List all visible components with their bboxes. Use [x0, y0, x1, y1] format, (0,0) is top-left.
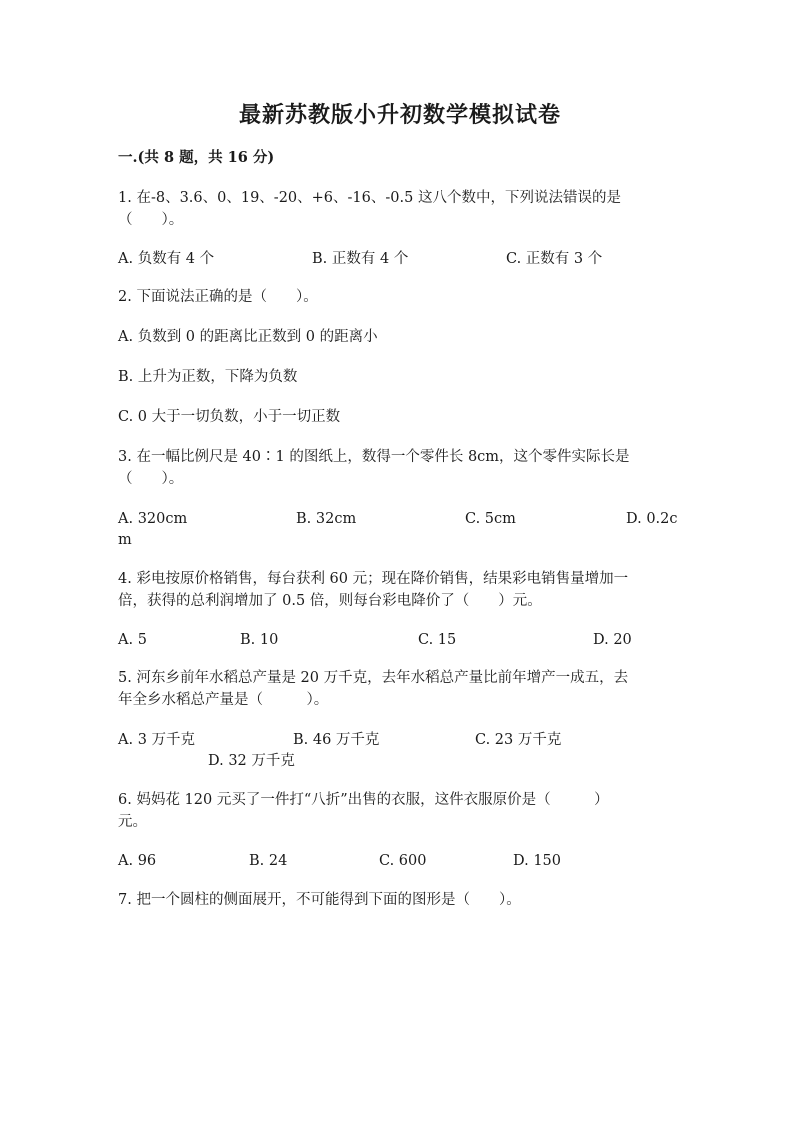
question-3-option-c: C. 5cm	[465, 511, 516, 527]
question-3-option-d: D. 0.2c	[626, 511, 678, 527]
section-heading: 一.(共 8 题，共 16 分)	[118, 149, 275, 166]
question-2-option-a: A. 负数到 0 的距离比正数到 0 的距离小	[118, 329, 378, 345]
question-5-line-1: 5. 河东乡前年水稻总产量是 20 万千克，去年水稻总产量比前年增产一成五，去	[118, 670, 629, 686]
question-2-line-1: 2. 下面说法正确的是（ ）。	[118, 289, 318, 305]
question-6-option-b: B. 24	[249, 853, 288, 869]
question-4-line-2: 倍，获得的总利润增加了 0.5 倍，则每台彩电降价了（ ）元。	[118, 593, 542, 609]
question-3-option-d-wrap: m	[118, 532, 132, 548]
question-5-option-c: C. 23 万千克	[475, 732, 562, 748]
question-6-option-a: A. 96	[118, 853, 157, 869]
question-7-line-1: 7. 把一个圆柱的侧面展开，不可能得到下面的图形是（ ）。	[118, 892, 521, 908]
question-5-option-a: A. 3 万千克	[118, 732, 196, 748]
question-2-option-c: C. 0 大于一切负数，小于一切正数	[118, 409, 341, 425]
question-4-option-c: C. 15	[418, 632, 457, 648]
question-1-option-c: C. 正数有 3 个	[506, 251, 603, 267]
question-3-option-b: B. 32cm	[296, 511, 357, 527]
question-5-option-b: B. 46 万千克	[293, 732, 380, 748]
question-1-line-2: （ ）。	[118, 212, 184, 228]
question-5-option-d: D. 32 万千克	[208, 753, 295, 769]
question-4-option-b: B. 10	[240, 632, 279, 648]
question-6-option-c: C. 600	[379, 853, 427, 869]
question-6-line-1: 6. 妈妈花 120 元买了一件打“八折”出售的衣服，这件衣服原价是（ ）	[118, 792, 609, 808]
question-3-line-2: （ ）。	[118, 471, 184, 487]
question-4-option-d: D. 20	[593, 632, 632, 648]
question-3-option-a: A. 320cm	[118, 511, 188, 527]
question-4-line-1: 4. 彩电按原价格销售，每台获利 60 元；现在降价销售，结果彩电销售量增加一	[118, 571, 629, 587]
question-1-option-a: A. 负数有 4 个	[118, 251, 215, 267]
question-1-line-1: 1. 在-8、3.6、0、19、-20、+6、-16、-0.5 这八个数中，下列说法错误的是	[118, 190, 621, 206]
question-6-line-2: 元。	[118, 814, 147, 830]
question-2-option-b: B. 上升为正数，下降为负数	[118, 369, 298, 385]
page-title: 最新苏教版小升初数学模拟试卷	[238, 102, 561, 128]
question-6-option-d: D. 150	[513, 853, 562, 869]
question-1-option-b: B. 正数有 4 个	[312, 251, 409, 267]
question-3-line-1: 3. 在一幅比例尺是 40∶1 的图纸上，数得一个零件长 8cm，这个零件实际长是	[118, 449, 630, 465]
question-4-option-a: A. 5	[118, 632, 147, 648]
question-5-line-2: 年全乡水稻总产量是（ ）。	[118, 692, 329, 708]
